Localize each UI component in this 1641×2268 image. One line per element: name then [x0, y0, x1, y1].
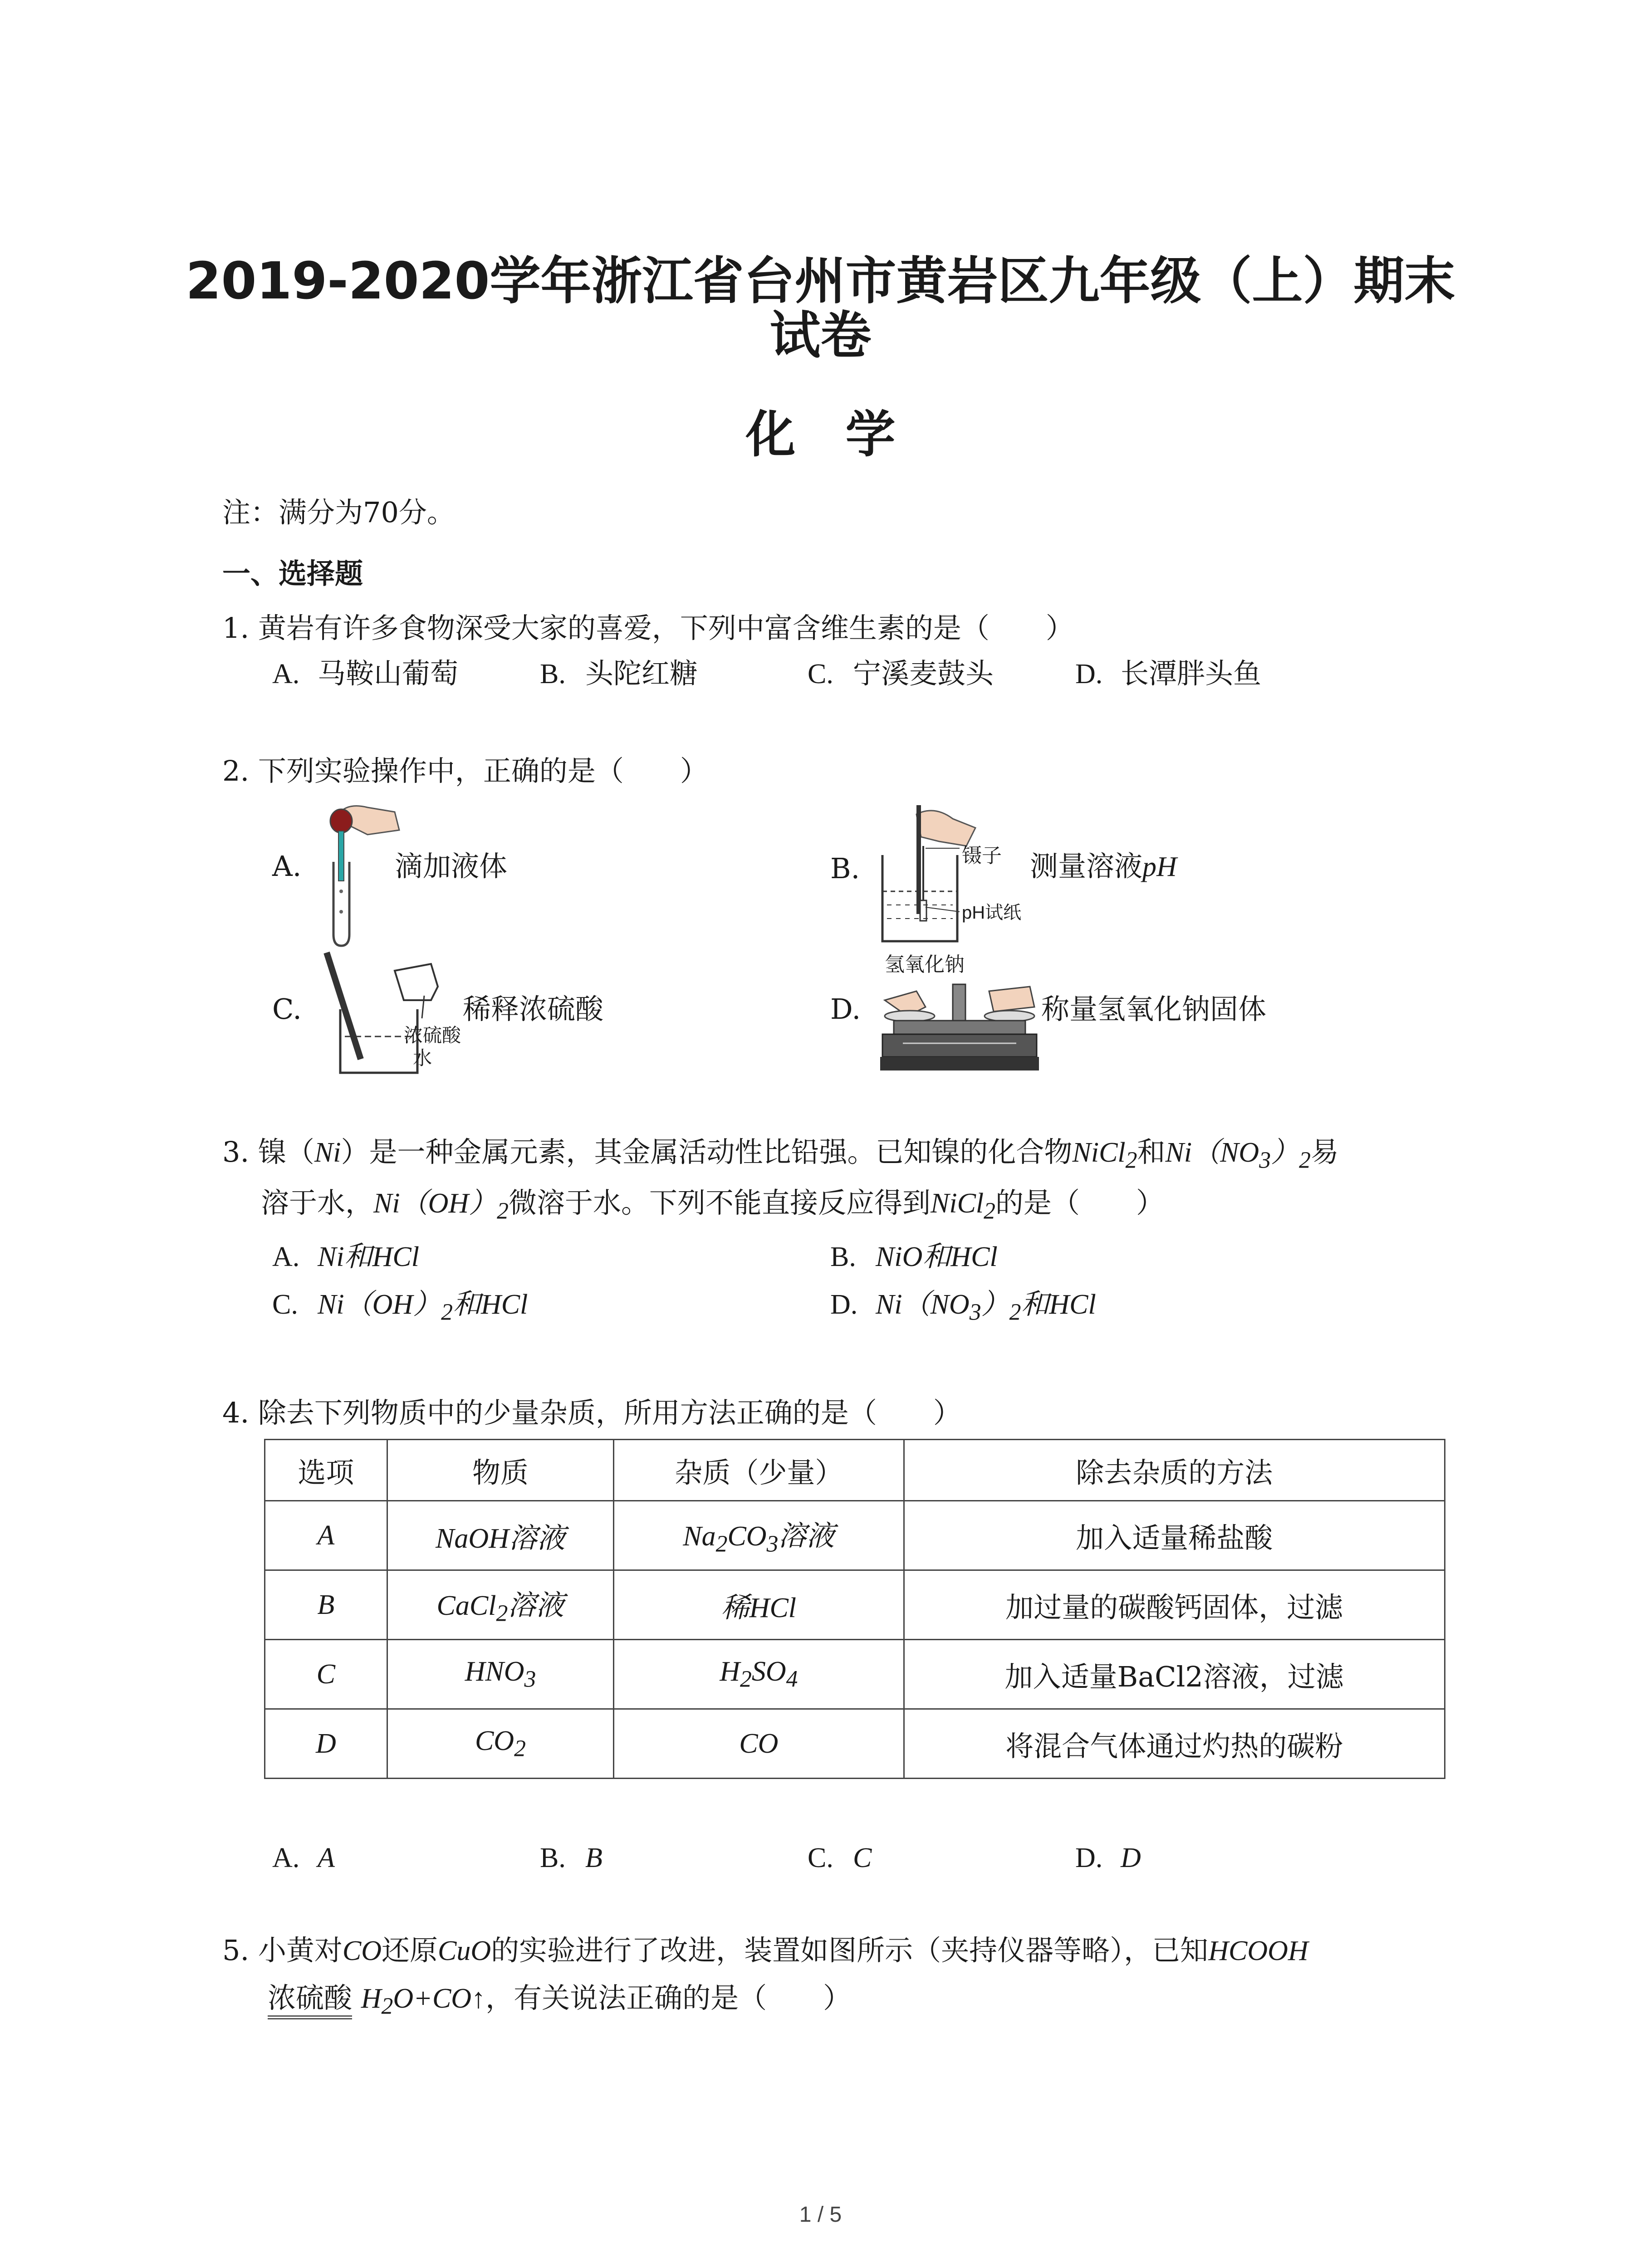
q3-option-b-text: NiO和HCl: [876, 1242, 998, 1272]
q3-line1-a: 3. 镍（: [222, 1135, 314, 1168]
q4-cell: CO: [614, 1709, 904, 1779]
q4-option-b-text: B: [585, 1843, 603, 1873]
q3-line2: [261, 1185, 1164, 1229]
q3-line1-b: ）是一种金属元素，其金属活动性比铅强。已知镍的化合物: [341, 1135, 1073, 1168]
q4-header-row: [265, 1440, 1445, 1501]
q5-line2: [268, 1980, 851, 2024]
q4-cell: NaOH溶液: [387, 1501, 613, 1570]
table-row: [265, 1709, 1445, 1779]
q3-option-c-key: C.: [272, 1289, 298, 1320]
section-heading: 一、选择题: [222, 557, 363, 590]
q3-option-c[interactable]: [272, 1286, 528, 1330]
q4-cell: C: [265, 1640, 387, 1709]
q3-line1-c: 和: [1137, 1135, 1166, 1168]
q5-reaction-condition: 浓硫酸: [268, 1981, 352, 2019]
q1-option-c-text: 宁溪麦鼓头: [853, 657, 994, 690]
q1-option-a-text: 马鞍山葡萄: [318, 657, 459, 690]
q3-option-b[interactable]: [830, 1238, 998, 1275]
table-row: [265, 1570, 1445, 1640]
q4-option-c-text: C: [853, 1843, 872, 1873]
q3-option-b-key: B.: [830, 1242, 856, 1272]
q4-option-a-key: A.: [272, 1843, 300, 1873]
conc-acid-label: 浓硫酸: [404, 1025, 461, 1046]
q4-option-d-key: D.: [1075, 1843, 1103, 1873]
q3-line2-c: 的是（ ）: [995, 1186, 1165, 1219]
q3-line2-a: 溶于水，: [261, 1186, 374, 1219]
q4-option-b-key: B.: [540, 1843, 566, 1873]
q4-cell: 加入适量BaCl2溶液，过滤: [904, 1640, 1445, 1709]
q5-line1-c: 的实验进行了改进，装置如图所示（夹持仪器等略），已知: [491, 1934, 1209, 1967]
q1-option-b[interactable]: [540, 655, 698, 692]
q5-line1: [222, 1932, 1308, 1969]
q3-ni: Ni: [314, 1137, 341, 1168]
q2-option-d-key[interactable]: D.: [830, 992, 861, 1026]
q3-nicl2-2: NiCl$_2$: [931, 1188, 995, 1224]
q5-line1-b: 还原: [382, 1934, 438, 1967]
q4-cell: A: [265, 1501, 387, 1570]
q2-option-b-math: pH: [1142, 851, 1177, 882]
q4-cell: $CO_2$: [387, 1709, 613, 1779]
q3-option-a-text: Ni和HCl: [318, 1242, 419, 1272]
table-row: [265, 1640, 1445, 1709]
q4-option-d[interactable]: [1075, 1839, 1141, 1876]
q1-option-a-key: A.: [272, 659, 300, 689]
ph-paper-label: pH试纸: [962, 903, 1022, 923]
q4-cell: $Na_2CO_3$溶液: [614, 1501, 904, 1570]
q3-option-a-key: A.: [272, 1242, 300, 1272]
table-row: [265, 1501, 1445, 1570]
q4-col-substance: 物质: [387, 1440, 613, 1501]
q4-cell: CaCl$_2$溶液: [387, 1570, 613, 1640]
water-label: 水: [413, 1047, 432, 1069]
naoh-label: 氢氧化钠: [885, 953, 965, 976]
page-title-line1: 2019-2020学年浙江省台州市黄岩区九年级（上）期末: [186, 252, 1455, 311]
q4-cell: B: [265, 1570, 387, 1640]
q4-cell: $H_2SO_4$: [614, 1640, 904, 1709]
q4-option-d-text: D: [1121, 1843, 1141, 1873]
q1-option-b-text: 头陀红糖: [585, 657, 698, 690]
q4-cell: 稀HCl: [614, 1570, 904, 1640]
q1-option-a[interactable]: [272, 655, 458, 692]
q4-table: [264, 1439, 1445, 1779]
q5-co: CO: [342, 1936, 382, 1966]
q4-option-a[interactable]: [272, 1839, 335, 1876]
q3-line1-d: 易: [1310, 1135, 1339, 1168]
q2-stem: 2. 下列实验操作中，正确的是（ ）: [222, 754, 708, 787]
q2-option-b-text: [1030, 848, 1177, 885]
q4-cell: $HNO_3$: [387, 1640, 613, 1709]
q3-line1: [222, 1134, 1339, 1178]
q3-option-d-text: $Ni(NO_3)_2$和HCl: [876, 1289, 1096, 1325]
q4-cell: D: [265, 1709, 387, 1779]
q3-option-a[interactable]: [272, 1238, 419, 1275]
tweezers-label: 镊子: [962, 845, 1002, 867]
dropper-test-tube-figure: [313, 798, 404, 948]
q5-line2-b: ，有关说法正确的是（ ）: [485, 1981, 852, 2014]
q1-stem: 1. 黄岩有许多食物深受大家的喜爱，下列中富含维生素的是（ ）: [222, 611, 1074, 645]
q5-hcooh: HCOOH: [1208, 1936, 1308, 1966]
ph-measurement-figure: [876, 796, 994, 950]
score-note: 注：满分为70分。: [222, 496, 455, 529]
q4-cell: 加过量的碳酸钙固体，过滤: [904, 1570, 1445, 1640]
balance-scale-figure: [876, 975, 1043, 1080]
q4-col-impurity: 杂质（少量）: [614, 1440, 904, 1501]
q4-option-a-text: A: [318, 1843, 335, 1873]
q1-option-b-key: B.: [540, 659, 566, 689]
q3-ni-oh-2: $Ni(OH)_2$: [373, 1188, 509, 1224]
q2-option-d-text: 称量氢氧化钠固体: [1041, 992, 1267, 1026]
q2-option-a-text: 滴加液体: [395, 850, 508, 883]
q5-cuo: CuO: [438, 1936, 491, 1966]
q4-option-b[interactable]: [540, 1839, 603, 1876]
q3-option-c-text: $Ni(OH)_2$和HCl: [318, 1289, 528, 1325]
q4-col-option: 选项: [265, 1440, 387, 1501]
page-title-line2: 试卷: [769, 306, 872, 365]
page-number: 1 / 5: [799, 2203, 842, 2227]
subject-title: 化学: [745, 406, 945, 464]
q4-stem: 4. 除去下列物质中的少量杂质，所用方法正确的是（ ）: [222, 1396, 961, 1429]
q1-option-d-text: 长潭胖头鱼: [1121, 657, 1262, 690]
q4-col-method: 除去杂质的方法: [904, 1440, 1445, 1501]
q4-cell: 将混合气体通过灼热的碳粉: [904, 1709, 1445, 1779]
q1-option-d[interactable]: [1075, 655, 1261, 692]
q2-option-c-key[interactable]: C.: [272, 992, 302, 1026]
q3-line2-b: 微溶于水。下列不能直接反应得到: [508, 1186, 931, 1219]
q1-option-d-key: D.: [1075, 659, 1103, 689]
q5-line1-a: 5. 小黄对: [222, 1934, 343, 1967]
q2-option-b-label: 测量溶液: [1030, 850, 1143, 883]
q2-option-c-text: 稀释浓硫酸: [463, 992, 604, 1026]
q3-option-d-key: D.: [830, 1289, 858, 1320]
q4-option-c[interactable]: [808, 1839, 872, 1876]
q3-nicl2: NiCl$_2$: [1072, 1137, 1137, 1173]
q1-option-c-key: C.: [808, 659, 833, 689]
q4-cell: 加入适量稀盐酸: [904, 1501, 1445, 1570]
q3-option-d[interactable]: [830, 1286, 1096, 1330]
q4-option-c-key: C.: [808, 1843, 833, 1873]
q3-ni-no3-2: $Ni(NO_3)_2$: [1165, 1137, 1311, 1173]
q2-option-a-key[interactable]: A.: [272, 850, 302, 883]
q2-option-b-key[interactable]: B.: [830, 852, 860, 885]
q5-products: $H_2O+CO↑$: [361, 1983, 486, 2019]
q1-option-c[interactable]: [808, 655, 994, 692]
